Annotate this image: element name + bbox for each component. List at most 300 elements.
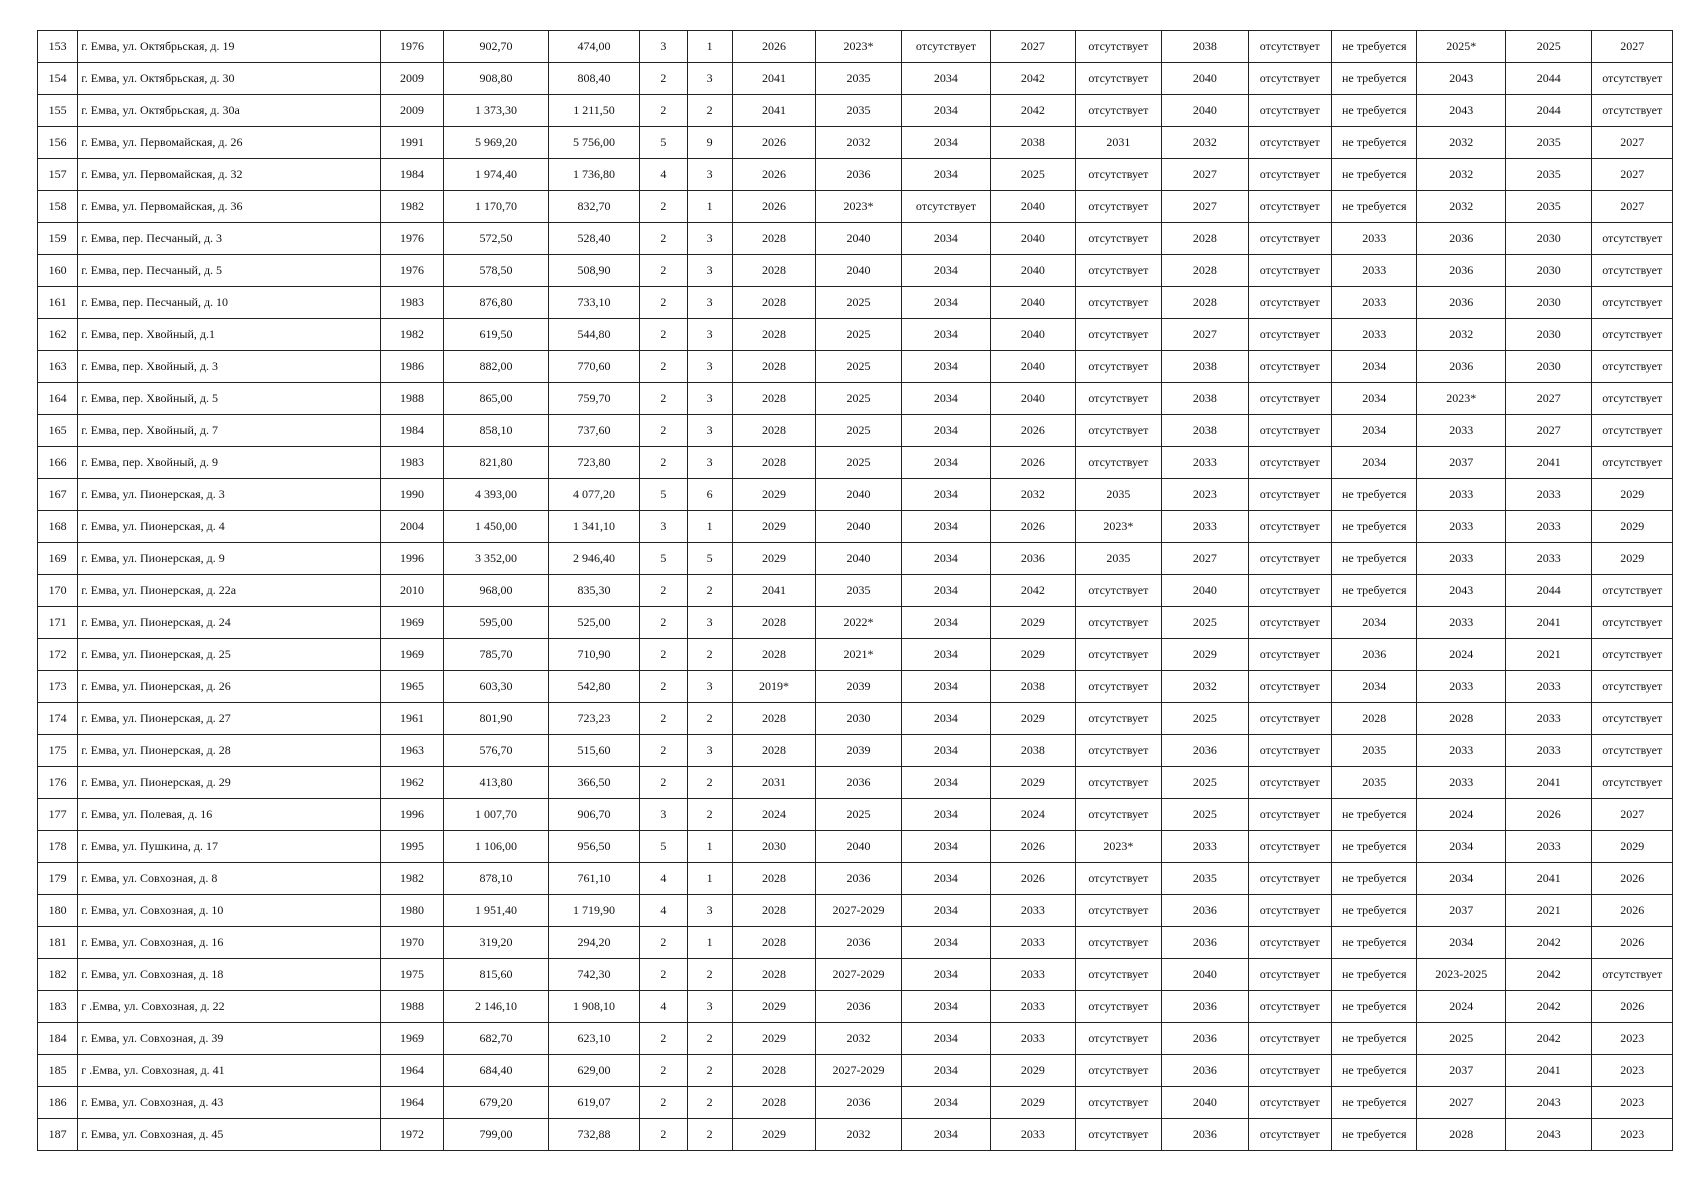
- table-cell: 2036: [816, 863, 901, 895]
- table-cell: 2033: [1162, 831, 1248, 863]
- table-cell: отсутствует: [1248, 831, 1331, 863]
- row-number-cell: 186: [38, 1087, 78, 1119]
- table-cell: 319,20: [444, 927, 549, 959]
- row-number-cell: 176: [38, 767, 78, 799]
- table-row: [38, 735, 1673, 767]
- table-cell: отсутствует: [1075, 639, 1161, 671]
- table-cell: 1996: [380, 799, 443, 831]
- table-cell: 2033: [1332, 319, 1417, 351]
- table-cell: 2026: [991, 447, 1075, 479]
- address-cell: г. Емва, ул. Совхозная, д. 43: [78, 1087, 381, 1119]
- table-cell: не требуется: [1332, 191, 1417, 223]
- table-cell: отсутствует: [1248, 703, 1331, 735]
- address-cell: г. Емва, ул. Пионерская, д. 28: [78, 735, 381, 767]
- table-cell: 366,50: [548, 767, 640, 799]
- row-number-cell: 163: [38, 351, 78, 383]
- table-cell: отсутствует: [1075, 287, 1161, 319]
- table-cell: 2023: [1592, 1023, 1673, 1055]
- table-cell: 515,60: [548, 735, 640, 767]
- table-cell: 3: [687, 895, 732, 927]
- row-number-cell: 157: [38, 159, 78, 191]
- table-cell: 2040: [816, 223, 901, 255]
- table-cell: отсутствует: [1248, 127, 1331, 159]
- table-cell: 799,00: [444, 1119, 549, 1151]
- table-cell: 2034: [901, 223, 990, 255]
- table-cell: отсутствует: [1592, 63, 1673, 95]
- table-cell: 2033: [991, 991, 1075, 1023]
- table-cell: 2023*: [1417, 383, 1505, 415]
- table-cell: 1969: [380, 607, 443, 639]
- table-cell: отсутствует: [1592, 95, 1673, 127]
- table-cell: 2033: [1505, 831, 1591, 863]
- table-cell: 2033: [1417, 767, 1505, 799]
- table-cell: 2: [640, 287, 687, 319]
- table-cell: 801,90: [444, 703, 549, 735]
- table-cell: 528,40: [548, 223, 640, 255]
- table-cell: 2034: [901, 863, 990, 895]
- table-cell: 1963: [380, 735, 443, 767]
- row-number-cell: 161: [38, 287, 78, 319]
- address-cell: г. Емва, ул. Полевая, д. 16: [78, 799, 381, 831]
- table-cell: отсутствует: [1592, 319, 1673, 351]
- address-cell: г. Емва, ул. Пушкина, д. 17: [78, 831, 381, 863]
- table-cell: 2027-2029: [816, 1055, 901, 1087]
- table-cell: 2: [640, 671, 687, 703]
- table-cell: 2034: [901, 575, 990, 607]
- table-cell: 1991: [380, 127, 443, 159]
- table-row: [38, 895, 1673, 927]
- table-cell: 1964: [380, 1087, 443, 1119]
- address-cell: г .Емва, ул. Совхозная, д. 22: [78, 991, 381, 1023]
- table-cell: 2039: [816, 671, 901, 703]
- table-cell: 2023-2025: [1417, 959, 1505, 991]
- table-cell: 1983: [380, 287, 443, 319]
- table-cell: 3 352,00: [444, 543, 549, 575]
- table-cell: отсутствует: [1075, 1119, 1161, 1151]
- table-cell: 808,40: [548, 63, 640, 95]
- table-cell: 968,00: [444, 575, 549, 607]
- table-cell: 2033: [1417, 479, 1505, 511]
- table-row: [38, 671, 1673, 703]
- table-cell: 2029: [1592, 831, 1673, 863]
- table-cell: отсутствует: [1248, 479, 1331, 511]
- table-cell: 5 969,20: [444, 127, 549, 159]
- table-cell: 2040: [1162, 575, 1248, 607]
- row-number-cell: 182: [38, 959, 78, 991]
- row-number-cell: 170: [38, 575, 78, 607]
- table-cell: 5: [687, 543, 732, 575]
- table-cell: 2034: [1417, 863, 1505, 895]
- address-cell: г. Емва, ул. Октябрьская, д. 30а: [78, 95, 381, 127]
- table-cell: 2036: [1162, 895, 1248, 927]
- table-cell: отсутствует: [1592, 287, 1673, 319]
- table-cell: 2029: [732, 991, 815, 1023]
- table-cell: 2035: [1505, 159, 1591, 191]
- row-number-cell: 174: [38, 703, 78, 735]
- table-cell: 2027-2029: [816, 959, 901, 991]
- table-cell: 2034: [901, 383, 990, 415]
- table-cell: 882,00: [444, 351, 549, 383]
- table-cell: 2030: [1505, 351, 1591, 383]
- table-cell: 2033: [1162, 511, 1248, 543]
- table-body: [38, 31, 1673, 1151]
- table-cell: не требуется: [1332, 959, 1417, 991]
- table-cell: 2025: [816, 415, 901, 447]
- table-cell: 2033: [1505, 543, 1591, 575]
- table-cell: не требуется: [1332, 927, 1417, 959]
- row-number-cell: 178: [38, 831, 78, 863]
- table-cell: 4: [640, 991, 687, 1023]
- row-number-cell: 184: [38, 1023, 78, 1055]
- table-cell: 2040: [1162, 95, 1248, 127]
- table-cell: 3: [687, 607, 732, 639]
- address-cell: г .Емва, ул. Совхозная, д. 41: [78, 1055, 381, 1087]
- table-cell: 3: [687, 351, 732, 383]
- table-cell: 1 007,70: [444, 799, 549, 831]
- table-cell: 2034: [901, 703, 990, 735]
- table-cell: 2026: [1592, 991, 1673, 1023]
- row-number-cell: 179: [38, 863, 78, 895]
- table-cell: не требуется: [1332, 95, 1417, 127]
- table-cell: отсутствует: [1248, 351, 1331, 383]
- table-cell: отсутствует: [1075, 383, 1161, 415]
- table-cell: 908,80: [444, 63, 549, 95]
- address-cell: г. Емва, ул. Совхозная, д. 16: [78, 927, 381, 959]
- table-cell: 2036: [1417, 223, 1505, 255]
- address-cell: г. Емва, ул. Первомайская, д. 36: [78, 191, 381, 223]
- table-cell: 682,70: [444, 1023, 549, 1055]
- table-cell: 2034: [1417, 831, 1505, 863]
- row-number-cell: 153: [38, 31, 78, 63]
- table-cell: 2021: [1505, 895, 1591, 927]
- table-cell: 2036: [816, 991, 901, 1023]
- table-cell: отсутствует: [1248, 287, 1331, 319]
- address-cell: г. Емва, пер. Хвойный, д. 5: [78, 383, 381, 415]
- table-cell: отсутствует: [1075, 159, 1161, 191]
- table-cell: 1996: [380, 543, 443, 575]
- table-cell: 2034: [901, 959, 990, 991]
- table-cell: не требуется: [1332, 543, 1417, 575]
- table-cell: 2033: [1505, 479, 1591, 511]
- table-cell: 2027: [1505, 383, 1591, 415]
- table-cell: 2032: [816, 1023, 901, 1055]
- table-row: [38, 95, 1673, 127]
- table-cell: 2040: [1162, 959, 1248, 991]
- table-cell: 2036: [1162, 1055, 1248, 1087]
- table-cell: 2034: [901, 767, 990, 799]
- table-row: [38, 1087, 1673, 1119]
- row-number-cell: 187: [38, 1119, 78, 1151]
- table-cell: 2036: [816, 927, 901, 959]
- table-cell: 2: [640, 191, 687, 223]
- table-cell: 2: [640, 735, 687, 767]
- row-number-cell: 168: [38, 511, 78, 543]
- table-cell: 525,00: [548, 607, 640, 639]
- table-cell: 2023*: [816, 31, 901, 63]
- table-cell: отсутствует: [1248, 191, 1331, 223]
- table-cell: 1 211,50: [548, 95, 640, 127]
- table-cell: 906,70: [548, 799, 640, 831]
- table-cell: 2030: [1505, 223, 1591, 255]
- table-cell: 2033: [1505, 703, 1591, 735]
- table-cell: не требуется: [1332, 511, 1417, 543]
- table-cell: 1: [687, 191, 732, 223]
- table-cell: 2: [640, 1087, 687, 1119]
- table-cell: не требуется: [1332, 127, 1417, 159]
- table-cell: 2: [640, 415, 687, 447]
- table-cell: отсутствует: [1248, 31, 1331, 63]
- table-cell: 2042: [1505, 1023, 1591, 1055]
- table-cell: 474,00: [548, 31, 640, 63]
- table-cell: 2023: [1592, 1055, 1673, 1087]
- table-row: [38, 575, 1673, 607]
- address-cell: г. Емва, ул. Пионерская, д. 4: [78, 511, 381, 543]
- table-cell: 2: [640, 351, 687, 383]
- address-cell: г. Емва, ул. Пионерская, д. 29: [78, 767, 381, 799]
- table-cell: 2027: [1162, 319, 1248, 351]
- table-cell: 2029: [732, 543, 815, 575]
- table-cell: 2025: [816, 287, 901, 319]
- table-cell: 2033: [1417, 607, 1505, 639]
- address-cell: г. Емва, пер. Хвойный, д. 3: [78, 351, 381, 383]
- table-cell: 1988: [380, 383, 443, 415]
- table-cell: 2034: [901, 1055, 990, 1087]
- table-row: [38, 927, 1673, 959]
- table-cell: 2026: [732, 127, 815, 159]
- table-cell: 2033: [991, 959, 1075, 991]
- table-cell: 2028: [1162, 255, 1248, 287]
- table-cell: 2043: [1417, 575, 1505, 607]
- table-cell: 1 170,70: [444, 191, 549, 223]
- table-cell: отсутствует: [1592, 255, 1673, 287]
- table-cell: 2: [640, 1119, 687, 1151]
- table-cell: 2024: [1417, 639, 1505, 671]
- table-cell: 2028: [1162, 223, 1248, 255]
- address-cell: г. Емва, пер. Песчаный, д. 5: [78, 255, 381, 287]
- row-number-cell: 171: [38, 607, 78, 639]
- table-cell: отсутствует: [1075, 799, 1161, 831]
- table-cell: 2035: [1332, 735, 1417, 767]
- table-cell: не требуется: [1332, 895, 1417, 927]
- table-cell: 770,60: [548, 351, 640, 383]
- table-cell: отсутствует: [1248, 959, 1331, 991]
- table-cell: не требуется: [1332, 159, 1417, 191]
- row-number-cell: 167: [38, 479, 78, 511]
- table-cell: 2023: [1162, 479, 1248, 511]
- table-cell: 4 077,20: [548, 479, 640, 511]
- table-cell: 2026: [1592, 863, 1673, 895]
- table-cell: отсутствует: [1075, 703, 1161, 735]
- table-row: [38, 1055, 1673, 1087]
- table-cell: 2025: [1505, 31, 1591, 63]
- table-cell: 2: [687, 1023, 732, 1055]
- table-cell: отсутствует: [1075, 767, 1161, 799]
- table-cell: 1 719,90: [548, 895, 640, 927]
- table-cell: 2034: [901, 1119, 990, 1151]
- table-row: [38, 31, 1673, 63]
- row-number-cell: 165: [38, 415, 78, 447]
- row-number-cell: 156: [38, 127, 78, 159]
- table-cell: 1: [687, 31, 732, 63]
- table-cell: 619,50: [444, 319, 549, 351]
- table-cell: 2028: [732, 447, 815, 479]
- table-cell: отсутствует: [1248, 1055, 1331, 1087]
- table-cell: 2035: [1505, 127, 1591, 159]
- table-cell: 3: [687, 63, 732, 95]
- table-cell: 2: [640, 95, 687, 127]
- table-row: [38, 767, 1673, 799]
- table-cell: 595,00: [444, 607, 549, 639]
- table-cell: 1: [687, 511, 732, 543]
- address-cell: г. Емва, ул. Первомайская, д. 26: [78, 127, 381, 159]
- table-cell: 508,90: [548, 255, 640, 287]
- table-cell: 2 146,10: [444, 991, 549, 1023]
- table-cell: 2033: [1417, 511, 1505, 543]
- table-cell: 2040: [816, 511, 901, 543]
- table-cell: 2036: [1162, 927, 1248, 959]
- table-cell: 3: [687, 735, 732, 767]
- table-cell: 2: [687, 959, 732, 991]
- table-cell: 2036: [816, 1087, 901, 1119]
- address-cell: г. Емва, ул. Первомайская, д. 32: [78, 159, 381, 191]
- table-cell: 2042: [991, 63, 1075, 95]
- table-cell: 2041: [1505, 1055, 1591, 1087]
- table-cell: 2025: [816, 319, 901, 351]
- table-cell: 2043: [1505, 1119, 1591, 1151]
- table-cell: 2044: [1505, 95, 1591, 127]
- table-cell: 2: [640, 1055, 687, 1087]
- table-cell: 9: [687, 127, 732, 159]
- table-cell: отсутствует: [1248, 895, 1331, 927]
- table-row: [38, 543, 1673, 575]
- table-cell: 1980: [380, 895, 443, 927]
- table-cell: 723,23: [548, 703, 640, 735]
- table-cell: 2022*: [816, 607, 901, 639]
- table-cell: 2034: [1332, 415, 1417, 447]
- table-cell: отсутствует: [1075, 959, 1161, 991]
- table-cell: 2040: [991, 223, 1075, 255]
- table-cell: отсутствует: [1075, 575, 1161, 607]
- table-cell: 2032: [1417, 127, 1505, 159]
- table-cell: 2040: [991, 383, 1075, 415]
- table-cell: 2040: [1162, 63, 1248, 95]
- row-number-cell: 173: [38, 671, 78, 703]
- table-row: [38, 255, 1673, 287]
- table-row: [38, 383, 1673, 415]
- table-cell: 2028: [732, 703, 815, 735]
- table-cell: 2034: [901, 895, 990, 927]
- table-cell: не требуется: [1332, 1055, 1417, 1087]
- table-cell: отсутствует: [1248, 1119, 1331, 1151]
- table-cell: 2028: [732, 383, 815, 415]
- table-row: [38, 479, 1673, 511]
- table-cell: 2034: [901, 735, 990, 767]
- table-cell: отсутствует: [1248, 863, 1331, 895]
- table-cell: 2036: [1417, 351, 1505, 383]
- table-cell: 2030: [816, 703, 901, 735]
- table-cell: 2042: [1505, 991, 1591, 1023]
- table-cell: 2010: [380, 575, 443, 607]
- table-cell: 2028: [732, 351, 815, 383]
- table-cell: отсутствует: [1592, 735, 1673, 767]
- row-number-cell: 175: [38, 735, 78, 767]
- table-cell: 3: [687, 383, 732, 415]
- table-cell: 2027: [1592, 31, 1673, 63]
- table-cell: отсутствует: [1248, 543, 1331, 575]
- table-cell: 732,88: [548, 1119, 640, 1151]
- table-cell: 2033: [991, 1119, 1075, 1151]
- table-cell: 2023*: [1075, 511, 1161, 543]
- table-cell: 2034: [901, 607, 990, 639]
- table-cell: 2036: [1417, 255, 1505, 287]
- table-cell: 2026: [991, 415, 1075, 447]
- table-cell: отсутствует: [1248, 639, 1331, 671]
- table-cell: 1 341,10: [548, 511, 640, 543]
- table-cell: 1995: [380, 831, 443, 863]
- table-cell: 2040: [991, 287, 1075, 319]
- table-cell: отсутствует: [1248, 447, 1331, 479]
- table-row: [38, 1119, 1673, 1151]
- table-cell: 2042: [1505, 927, 1591, 959]
- table-cell: 2040: [991, 255, 1075, 287]
- table-cell: 2034: [901, 799, 990, 831]
- table-cell: 2028: [732, 1055, 815, 1087]
- table-cell: 2029: [991, 1055, 1075, 1087]
- table-cell: 902,70: [444, 31, 549, 63]
- table-cell: 2027: [1162, 159, 1248, 191]
- table-cell: 1964: [380, 1055, 443, 1087]
- table-cell: 3: [687, 991, 732, 1023]
- table-cell: 2030: [1505, 255, 1591, 287]
- table-cell: 2042: [991, 575, 1075, 607]
- table-cell: 2: [640, 255, 687, 287]
- table-cell: 5: [640, 479, 687, 511]
- table-cell: отсутствует: [901, 31, 990, 63]
- row-number-cell: 164: [38, 383, 78, 415]
- table-cell: 2033: [991, 1023, 1075, 1055]
- address-cell: г. Емва, ул. Совхозная, д. 45: [78, 1119, 381, 1151]
- table-cell: 2034: [901, 127, 990, 159]
- row-number-cell: 159: [38, 223, 78, 255]
- table-cell: 2025: [1417, 1023, 1505, 1055]
- table-cell: отсутствует: [1248, 927, 1331, 959]
- table-cell: 2: [640, 767, 687, 799]
- table-cell: 2026: [1592, 927, 1673, 959]
- table-row: [38, 319, 1673, 351]
- table-cell: 2041: [1505, 863, 1591, 895]
- table-cell: 1 106,00: [444, 831, 549, 863]
- table-cell: 2028: [732, 863, 815, 895]
- table-cell: 2032: [1417, 191, 1505, 223]
- table-cell: 2036: [816, 159, 901, 191]
- table-cell: 1972: [380, 1119, 443, 1151]
- table-cell: отсутствует: [1592, 351, 1673, 383]
- table-cell: 2034: [1332, 447, 1417, 479]
- table-cell: 3: [687, 287, 732, 319]
- address-cell: г. Емва, ул. Октябрьская, д. 19: [78, 31, 381, 63]
- table-cell: отсутствует: [1075, 1023, 1161, 1055]
- table-cell: 2027: [1592, 799, 1673, 831]
- table-cell: 2028: [732, 319, 815, 351]
- table-cell: 2032: [1162, 127, 1248, 159]
- table-cell: 3: [640, 511, 687, 543]
- table-cell: 1 974,40: [444, 159, 549, 191]
- table-cell: 2041: [1505, 607, 1591, 639]
- table-cell: 1961: [380, 703, 443, 735]
- table-cell: 2035: [1505, 191, 1591, 223]
- table-cell: 2036: [991, 543, 1075, 575]
- table-cell: отсутствует: [1592, 415, 1673, 447]
